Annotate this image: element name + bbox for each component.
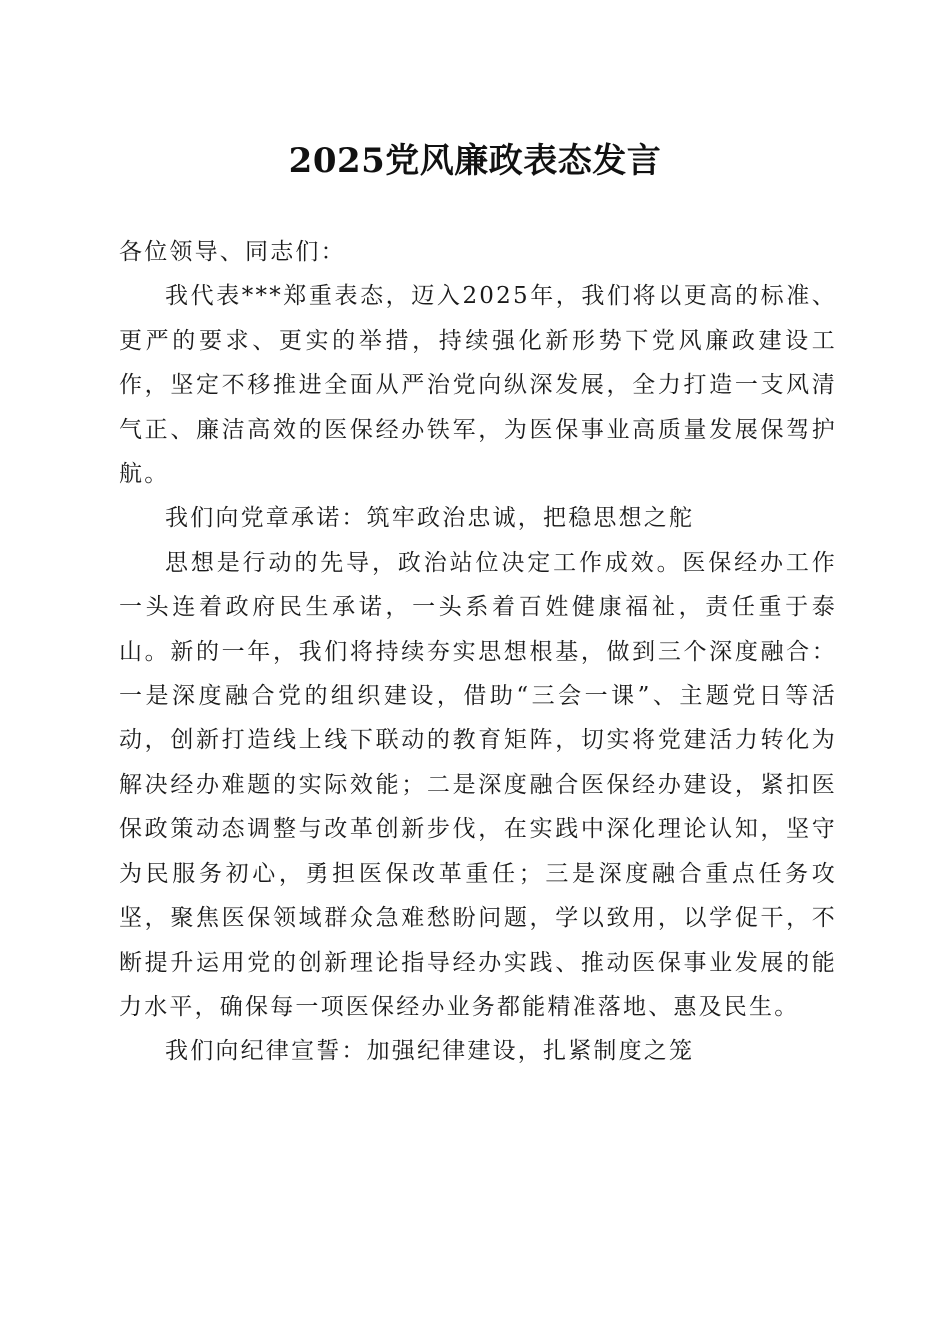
- document-body: [119, 230, 837, 1074]
- salutation: 各位领导、同志们：: [119, 239, 346, 265]
- document-title: 2025党风廉政表态发言: [288, 141, 662, 181]
- section-heading-discipline: 我们向纪律宣誓：加强纪律建设，扎紧制度之笼: [165, 1038, 695, 1065]
- section-heading-party-constitution: 我们向党章承诺：筑牢政治忠诚，把稳思想之舵: [165, 505, 695, 532]
- paragraph-political-loyalty: 思想是行动的先导，政治站位决定工作成效。医保经办工作一头连着政府民生承诺，一头系着百姓健康福祉，责任重于泰山。新的一年，我们将持续夯实思想根基，做到三个深度融合：一是深度融合党的组织建设，借助“三会一课”、主题党日等活动，创新打造线上线下联动的教育矩阵，切实将党建活力转化为解决经办难题的实际效能；二是深度融合医保经办建设，紧扣医保政策动态调整与改革创新步伐，在实践中深化理论认知，坚守为民服务初心，勇担医保改革重任；三是深度融合重点任务攻坚，聚焦医保领域群众急难愁盼问题，学以致用，以学促干，不断提升运用党的创新理论指导经办实践、推动医保事业发展的能力水平，确保每一项医保经办业务都能精准落地、惠及民生。: [119, 549, 837, 1020]
- paragraph-pledge-intro: 我代表***郑重表态，迈入2025年，我们将以更高的标准、更严的要求、更实的举措，持续强化新形势下党风廉政建设工作，坚定不移推进全面从严治党向纵深发展，全力打造一支风清气正、廉洁高效的医保经办铁军，为医保事业高质量发展保驾护航。: [119, 283, 837, 488]
